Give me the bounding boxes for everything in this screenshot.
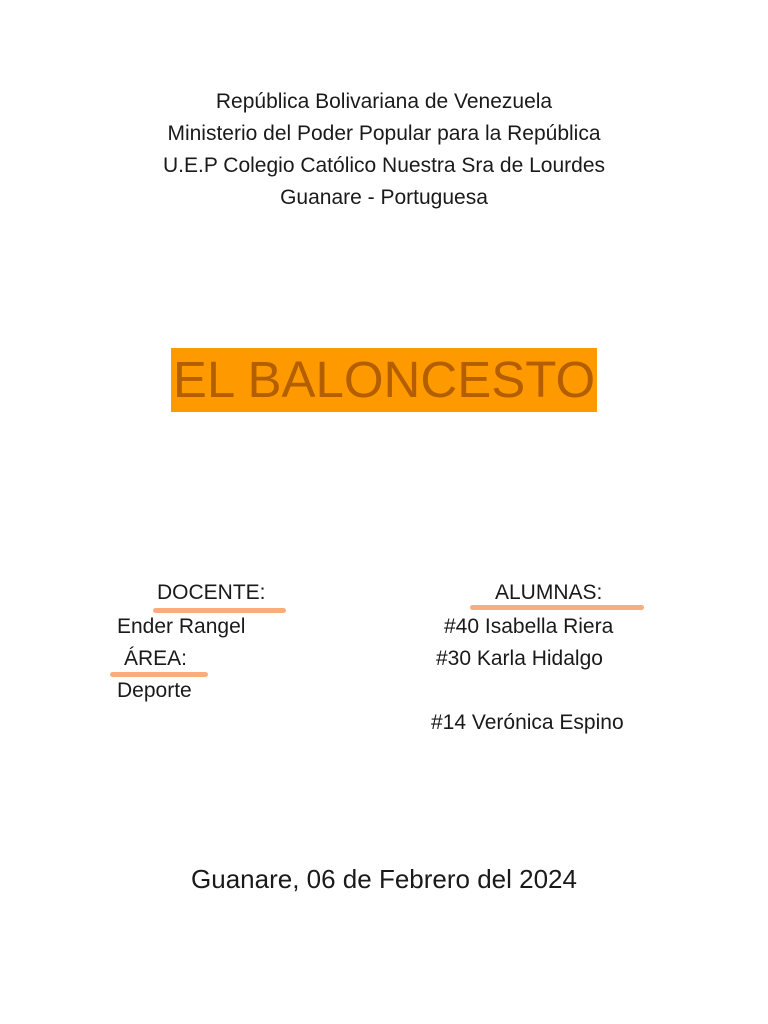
area-label: ÁREA:: [124, 647, 188, 670]
area-value: Deporte: [117, 679, 192, 702]
header-line-school: U.E.P Colegio Católico Nuestra Sra de Lourdes: [162, 154, 605, 177]
date-line: Guanare, 06 de Febrero del 2024: [191, 864, 577, 894]
header-line-country: República Bolivariana de Venezuela: [215, 90, 553, 113]
title-block: [0, 348, 768, 412]
docente-label: DOCENTE:: [157, 581, 266, 604]
alumna-item: #30 Karla Hidalgo: [436, 647, 603, 670]
header-line-city: Guanare - Portuguesa: [280, 186, 488, 209]
docente-name: Ender Rangel: [117, 615, 246, 638]
header-line-ministry: Ministerio del Poder Popular para la República: [167, 122, 601, 145]
alumnas-underline-mark: [470, 605, 644, 610]
alumna-item: #14 Verónica Espino: [431, 711, 624, 734]
institution-header: [0, 86, 768, 214]
alumnas-label: ALUMNAS:: [495, 581, 603, 604]
alumna-item: #40 Isabella Riera: [444, 615, 614, 638]
document-title: EL BALONCESTO: [171, 348, 597, 412]
